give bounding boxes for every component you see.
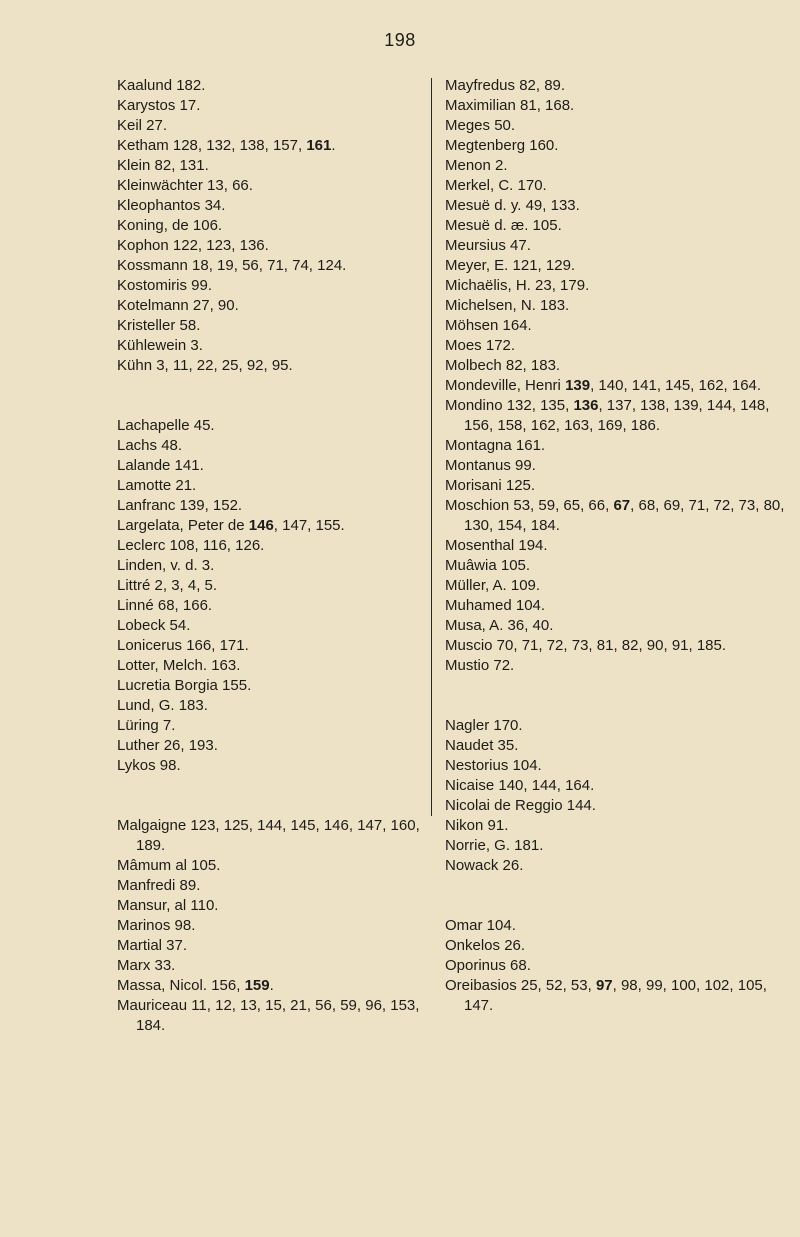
index-entry: Morisani 125. [445, 477, 536, 494]
index-entry: Meursius 47. [445, 237, 531, 254]
index-entry: Kristeller 58. [117, 317, 201, 334]
letter-group [117, 816, 435, 1036]
index-entry: Michelsen, N. 183. [445, 297, 570, 314]
index-entry: Klein 82, 131. [117, 157, 209, 174]
index-entry: Mondino 132, 135, 136, 137, 138, 139, 144, 148, 156, 158, 162, 163, 169, 186. [445, 397, 770, 434]
index-entry: Möhsen 164. [445, 317, 532, 334]
page-number: 198 [384, 30, 416, 50]
index-entry: Marinos 98. [117, 917, 196, 934]
index-entry: Lachs 48. [117, 437, 183, 454]
index-entry: Kotelmann 27, 90. [117, 297, 239, 314]
index-entry: Luther 26, 193. [117, 737, 218, 754]
group-spacer [117, 776, 435, 816]
index-entry: Lotter, Melch. 163. [117, 657, 241, 674]
index-entry: Lachapelle 45. [117, 417, 215, 434]
index-entry: Muhamed 104. [445, 597, 546, 614]
letter-group [445, 76, 790, 676]
index-entry: Lanfranc 139, 152. [117, 497, 243, 514]
index-entry: Megtenberg 160. [445, 137, 559, 154]
index-entry: Mayfredus 82, 89. [445, 77, 566, 94]
index-entry: Lund, G. 183. [117, 697, 208, 714]
index-entry: Musa, A. 36, 40. [445, 617, 554, 634]
index-entry: Nagler 170. [445, 717, 523, 734]
index-entry: Lykos 98. [117, 757, 181, 774]
index-entry: Manfredi 89. [117, 877, 201, 894]
index-entry: Maximilian 81, 168. [445, 97, 575, 114]
index-entry: Mesuë d. æ. 105. [445, 217, 562, 234]
index-entry: Norrie, G. 181. [445, 837, 544, 854]
index-entry: Linden, v. d. 3. [117, 557, 215, 574]
index-entry: Montanus 99. [445, 457, 536, 474]
index-entry: Lucretia Borgia 155. [117, 677, 252, 694]
index-entry: Lalande 141. [117, 457, 204, 474]
index-entry: Omar 104. [445, 917, 516, 934]
index-entry: Moschion 53, 59, 65, 66, 67, 68, 69, 71, 72, 73, 80, 130, 154, 184. [445, 497, 785, 534]
index-entry: Mondeville, Henri 139, 140, 141, 145, 162, 164. [445, 377, 762, 394]
index-entry: Lobeck 54. [117, 617, 191, 634]
index-entry: Littré 2, 3, 4, 5. [117, 577, 218, 594]
index-entry: Moes 172. [445, 337, 516, 354]
index-entry: Mosenthal 194. [445, 537, 548, 554]
index-entry: Leclerc 108, 116, 126. [117, 537, 265, 554]
letter-group [445, 716, 790, 876]
index-entry: Mansur, al 110. [117, 897, 219, 914]
index-entry: Müller, A. 109. [445, 577, 541, 594]
group-spacer [445, 876, 790, 916]
index-entry: Mauriceau 11, 12, 13, 15, 21, 56, 59, 96, 153, 184. [117, 997, 420, 1034]
index-entry: Michaëlis, H. 23, 179. [445, 277, 590, 294]
index-entry: Kühlewein 3. [117, 337, 203, 354]
group-spacer [445, 676, 790, 716]
index-entry: Karystos 17. [117, 97, 201, 114]
index-entry: Onkelos 26. [445, 937, 526, 954]
letter-group [117, 416, 435, 776]
index-entry: Mustio 72. [445, 657, 515, 674]
index-entry: Molbech 82, 183. [445, 357, 561, 374]
index-column-right [445, 76, 790, 1016]
index-entry: Kleinwächter 13, 66. [117, 177, 253, 194]
index-entry: Kaalund 182. [117, 77, 206, 94]
index-entry: Kostomiris 99. [117, 277, 213, 294]
index-entry: Kossmann 18, 19, 56, 71, 74, 124. [117, 257, 347, 274]
index-entry: Largelata, Peter de 146, 147, 155. [117, 517, 345, 534]
group-spacer [117, 376, 435, 416]
index-entry: Muscio 70, 71, 72, 73, 81, 82, 90, 91, 185. [445, 637, 727, 654]
index-entry: Meges 50. [445, 117, 516, 134]
index-entry: Marx 33. [117, 957, 176, 974]
index-entry: Naudet 35. [445, 737, 519, 754]
index-entry: Nicaise 140, 144, 164. [445, 777, 595, 794]
index-column-left [117, 76, 435, 1036]
index-entry: Nowack 26. [445, 857, 524, 874]
index-entry: Koning, de 106. [117, 217, 223, 234]
index-entry: Mâmum al 105. [117, 857, 221, 874]
index-entry: Oreibasios 25, 52, 53, 97, 98, 99, 100, 102, 105, 147. [445, 977, 767, 1014]
index-entry: Muâwia 105. [445, 557, 531, 574]
index-entry: Ketham 128, 132, 138, 157, 161. [117, 137, 336, 154]
index-entry: Menon 2. [445, 157, 508, 174]
index-entry: Kophon 122, 123, 136. [117, 237, 269, 254]
index-entry: Lonicerus 166, 171. [117, 637, 249, 654]
index-entry: Keil 27. [117, 117, 168, 134]
index-entry: Martial 37. [117, 937, 188, 954]
index-entry: Lamotte 21. [117, 477, 197, 494]
index-entry: Nestorius 104. [445, 757, 542, 774]
index-entry: Linné 68, 166. [117, 597, 213, 614]
letter-group [445, 916, 790, 1016]
index-entry: Nicolai de Reggio 144. [445, 797, 596, 814]
column-divider [431, 78, 432, 816]
index-entry: Montagna 161. [445, 437, 546, 454]
index-entry: Malgaigne 123, 125, 144, 145, 146, 147, 160, 189. [117, 817, 420, 854]
index-entry: Oporinus 68. [445, 957, 531, 974]
index-entry: Mesuë d. y. 49, 133. [445, 197, 580, 214]
index-entry: Merkel, C. 170. [445, 177, 547, 194]
index-entry: Lüring 7. [117, 717, 176, 734]
index-entry: Nikon 91. [445, 817, 509, 834]
index-entry: Meyer, E. 121, 129. [445, 257, 576, 274]
index-entry: Massa, Nicol. 156, 159. [117, 977, 274, 994]
index-entry: Kleophantos 34. [117, 197, 226, 214]
index-entry: Kühn 3, 11, 22, 25, 92, 95. [117, 357, 293, 374]
letter-group [117, 76, 435, 376]
